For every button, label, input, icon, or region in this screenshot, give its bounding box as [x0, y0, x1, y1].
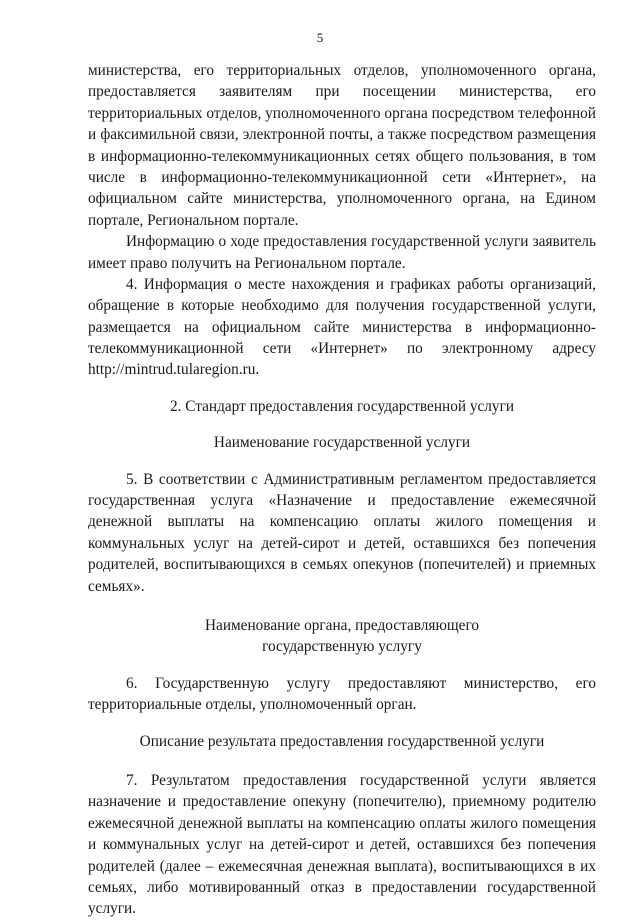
document-body — [88, 60, 596, 920]
organ-heading-line: Наименование органа, предоставляющего — [204, 616, 480, 634]
text-line: денежной выплаты на компенсацию оплаты жилого помещения и — [88, 513, 596, 531]
result-heading: Описание результата предоставления государственной услуги — [139, 732, 545, 750]
organ-heading — [88, 615, 596, 658]
text-line: http://mintrud.tularegion.ru. — [88, 361, 260, 379]
text-line: семьях, либо мотивированный отказ в предоставлении государственной — [88, 878, 596, 896]
text-line: территориальные отделы, уполномоченный орган. — [88, 696, 417, 714]
text-line: портале, Региональном портале. — [88, 211, 299, 229]
service-name-heading: Наименование государственной услуги — [213, 434, 471, 452]
text-line: услуги. — [88, 900, 137, 918]
text-line: и факсимильной связи, электронной почты, а также посредством размещения — [88, 126, 596, 144]
text-line: размещается на официальном сайте министерства в информационно- — [88, 318, 596, 336]
text-line: Информацию о ходе предоставления государственной услуги заявитель — [126, 233, 596, 251]
text-line: предоставляется заявителям при посещении министерства, его — [88, 83, 596, 101]
text-line: родителей, воспитывающихся в семьях опекунов (попечителей) и приемных — [88, 556, 596, 574]
text-line: числе в информационно-телекоммуникационной сети «Интернет», на — [88, 168, 596, 186]
paragraph-5 — [88, 469, 596, 597]
text-line: в информационно-телекоммуникационных сетях общего пользования, в том — [88, 147, 596, 165]
paragraph-6 — [88, 673, 596, 716]
text-line: назначение и предоставление опекуну (попечителю), приемному родителю — [88, 793, 596, 811]
text-line: официальном сайте министерства, уполномоченного органа, на Едином — [88, 190, 596, 208]
text-line: телекоммуникационной сети «Интернет» по электронному адресу — [88, 340, 596, 358]
text-line: государственная услуга «Назначение и предоставление ежемесячной — [88, 492, 596, 510]
page-number: 5 — [316, 30, 324, 45]
text-line: 4. Информация о месте нахождения и графиках работы организаций, — [126, 275, 596, 293]
paragraph-progress-info — [88, 231, 596, 274]
text-line: имеет право получить на Региональном портале. — [88, 254, 406, 272]
text-line: родителей (далее – ежемесячная денежная выплата), воспитывающихся в их — [88, 857, 596, 875]
text-line: 6. Государственную услугу предоставляют министерство, его — [126, 674, 596, 692]
text-line: ежемесячной денежной выплаты на компенсацию оплаты жилого помещения — [88, 814, 596, 832]
paragraph-info-channels — [88, 60, 596, 231]
paragraph-4 — [88, 274, 596, 381]
text-line: территориальных отделов, уполномоченного органа посредством телефонной — [88, 104, 596, 122]
text-line: коммунальных услуг на детей-сирот и детей, оставшихся без попечения — [88, 534, 596, 552]
text-line: семьях». — [88, 577, 145, 595]
section-2-heading: 2. Стандарт предоставления государственной услуги — [169, 397, 515, 415]
text-line: 7. Результатом предоставления государственной услуги является — [126, 771, 596, 789]
paragraph-7 — [88, 770, 596, 920]
text-line: обращение в которые необходимо для получения государственной услуги, — [88, 297, 596, 315]
text-line: 5. В соответствии с Административным регламентом предоставляется — [126, 470, 596, 488]
text-line: и коммунальных услуг на детей-сирот и детей, оставшихся без попечения — [88, 836, 596, 854]
organ-heading-line: государственную услугу — [262, 638, 422, 656]
text-line: министерства, его территориальных отделов, уполномоченного органа, — [88, 62, 596, 79]
